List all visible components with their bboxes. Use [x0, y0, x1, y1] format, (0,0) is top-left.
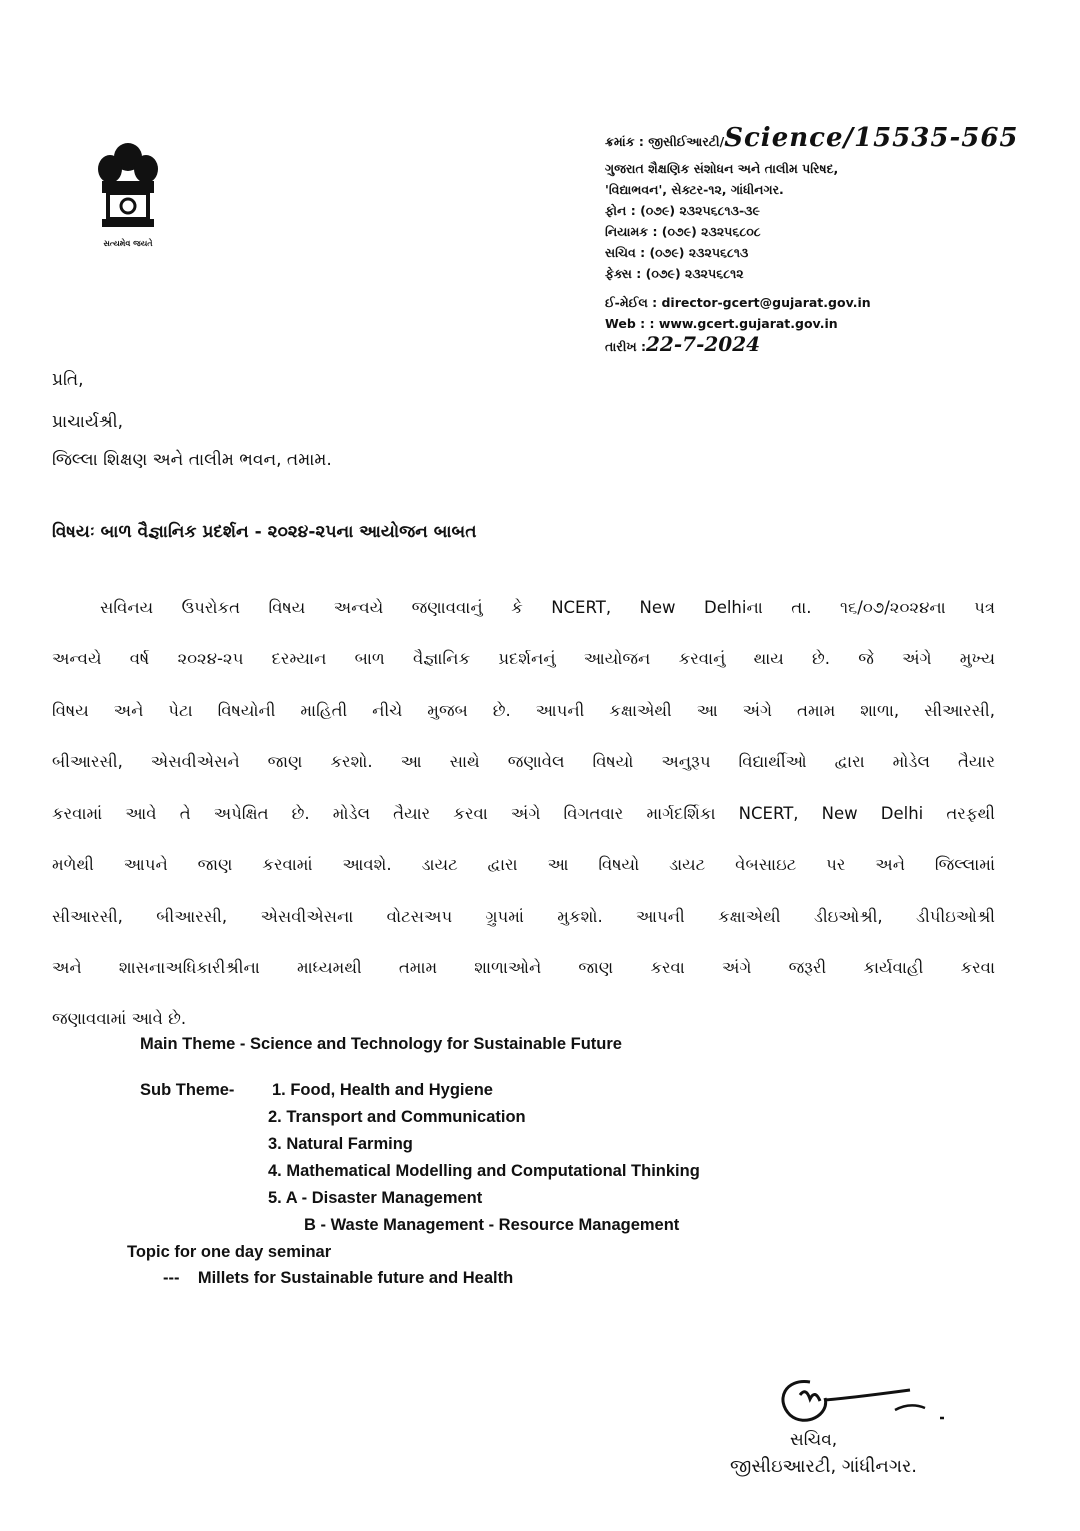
- signatory-office: જીસીઇઆરટી, ગાંધીનગર.: [730, 1456, 917, 1477]
- seminar-topic: --- Millets for Sustainable future and Health: [163, 1269, 514, 1287]
- lion-capital-icon: [88, 135, 168, 235]
- body-line: સીઆરસી, બીઆરસી, એસવીએસના વોટસઅપ ગ્રુપમાં મુકશો. આપની કક્ષાએથી ડીઇઓશ્રી, ડીપીઇઓશ્રી: [52, 907, 995, 926]
- body-line: અન્વયે વર્ષ ૨૦૨૪-૨૫ દરમ્યાન બાળ વૈજ્ઞાનિક પ્રદર્શનનું આયોજન કરવાનું થાય છે. જે અંગે મુખ્ય: [52, 649, 995, 668]
- sub-theme-item: 1. Food, Health and Hygiene: [272, 1081, 493, 1099]
- state-emblem: [88, 135, 168, 250]
- body-line: સવિનય ઉપરોકત વિષય અન્વયે જણાવવાનું કે NCERT, New Delhiના તા. ૧૬/૦૭/૨૦૨૪ના પત્ર: [100, 598, 995, 617]
- sub-theme-item: 3. Natural Farming: [268, 1135, 413, 1153]
- date: તારીખ :22-7-2024: [605, 332, 761, 356]
- reference-number: ક્રમાંક : જીસીઈઆરટી/Science/15535-565: [605, 123, 1019, 153]
- body-line: કરવામાં આવે તે અપેક્ષિત છે. મોડેલ તૈયાર કરવા અંગે વિગતવાર માર્ગદર્શિકા NCERT, New Delhi તરફથી: [52, 804, 995, 823]
- handwritten-date: 22-7-2024: [646, 332, 761, 356]
- sub-theme-label: Sub Theme-: [140, 1081, 235, 1099]
- sub-theme-item: B - Waste Management - Resource Management: [304, 1216, 680, 1234]
- subject: વિષયઃ બાળ વૈજ્ઞાનિક પ્રદર્શન - ૨૦૨૪-૨૫ના આયોજન બાબત: [52, 522, 477, 542]
- signatory-designation: સચિવ,: [790, 1430, 838, 1450]
- recipient-to: પ્રતિ,: [52, 370, 84, 390]
- sub-theme-item: 2. Transport and Communication: [268, 1108, 526, 1126]
- recipient-title: પ્રાચાર્યશ્રી,: [52, 412, 124, 432]
- fax: ફેક્સ : (૦૭૯) ૨૩૨૫૬૮૧૨: [605, 266, 744, 281]
- org-address: 'વિદ્યાભવન', સેક્ટર-૧૨, ગાંધીનગર.: [605, 182, 784, 197]
- recipient-institution: જિલ્લા શિક્ષણ અને તાલીમ ભવન, તમામ.: [52, 450, 332, 470]
- phone: ફોન : (૦૭૯) ૨૩૨૫૬૮૧૩-૩૯: [605, 203, 760, 218]
- body-line: બીઆરસી, એસવીએસને જાણ કરશો. આ સાથે જણાવેલ વિષયો અનુરૂપ વિદ્યાર્થીઓ દ્વારા મોડેલ તૈયાર: [52, 752, 995, 771]
- body-line: અને શાસનાઅધિકારીશ્રીના માધ્યમથી તમામ શાળાઓને જાણ કરવા અંગે જરૂરી કાર્યવાહી કરવા: [52, 958, 995, 977]
- org-name: ગુજરાત શૈક્ષણિક સંશોધન અને તાલીમ પરિષદ,: [605, 161, 839, 176]
- handwritten-reference: Science/15535-565: [724, 123, 1019, 153]
- body-line: મળેથી આપને જાણ કરવામાં આવશે. ડાયટ દ્વારા આ વિષયો ડાયટ વેબસાઇટ પર અને જિલ્લામાં: [52, 855, 995, 874]
- seminar-label: Topic for one day seminar: [127, 1243, 332, 1261]
- main-theme: Main Theme - Science and Technology for Sustainable Future: [140, 1035, 622, 1053]
- website: Web : : www.gcert.gujarat.gov.in: [605, 316, 838, 331]
- body-line: વિષય અને પેટા વિષયોની માહિતી નીચે મુજબ છે. આપની કક્ષાએથી આ અંગે તમામ શાળા, સીઆરસી,: [52, 701, 995, 720]
- sub-theme-item: 4. Mathematical Modelling and Computational Thinking: [268, 1162, 700, 1180]
- sub-theme-item: 5. A - Disaster Management: [268, 1189, 483, 1207]
- secretary-phone: સચિવ : (૦૭૯) ૨૩૨૫૬૮૧૩: [605, 245, 749, 260]
- emblem-motto: સત્યમેવ જયતે: [103, 239, 153, 248]
- director-phone: નિયામક : (૦૭૯) ૨૩૨૫૬૮૦૮: [605, 224, 761, 239]
- email: ઈ-મેઈલ : director-gcert@gujarat.gov.in: [605, 295, 871, 310]
- body-line: જણાવવામાં આવે છે.: [52, 1009, 187, 1028]
